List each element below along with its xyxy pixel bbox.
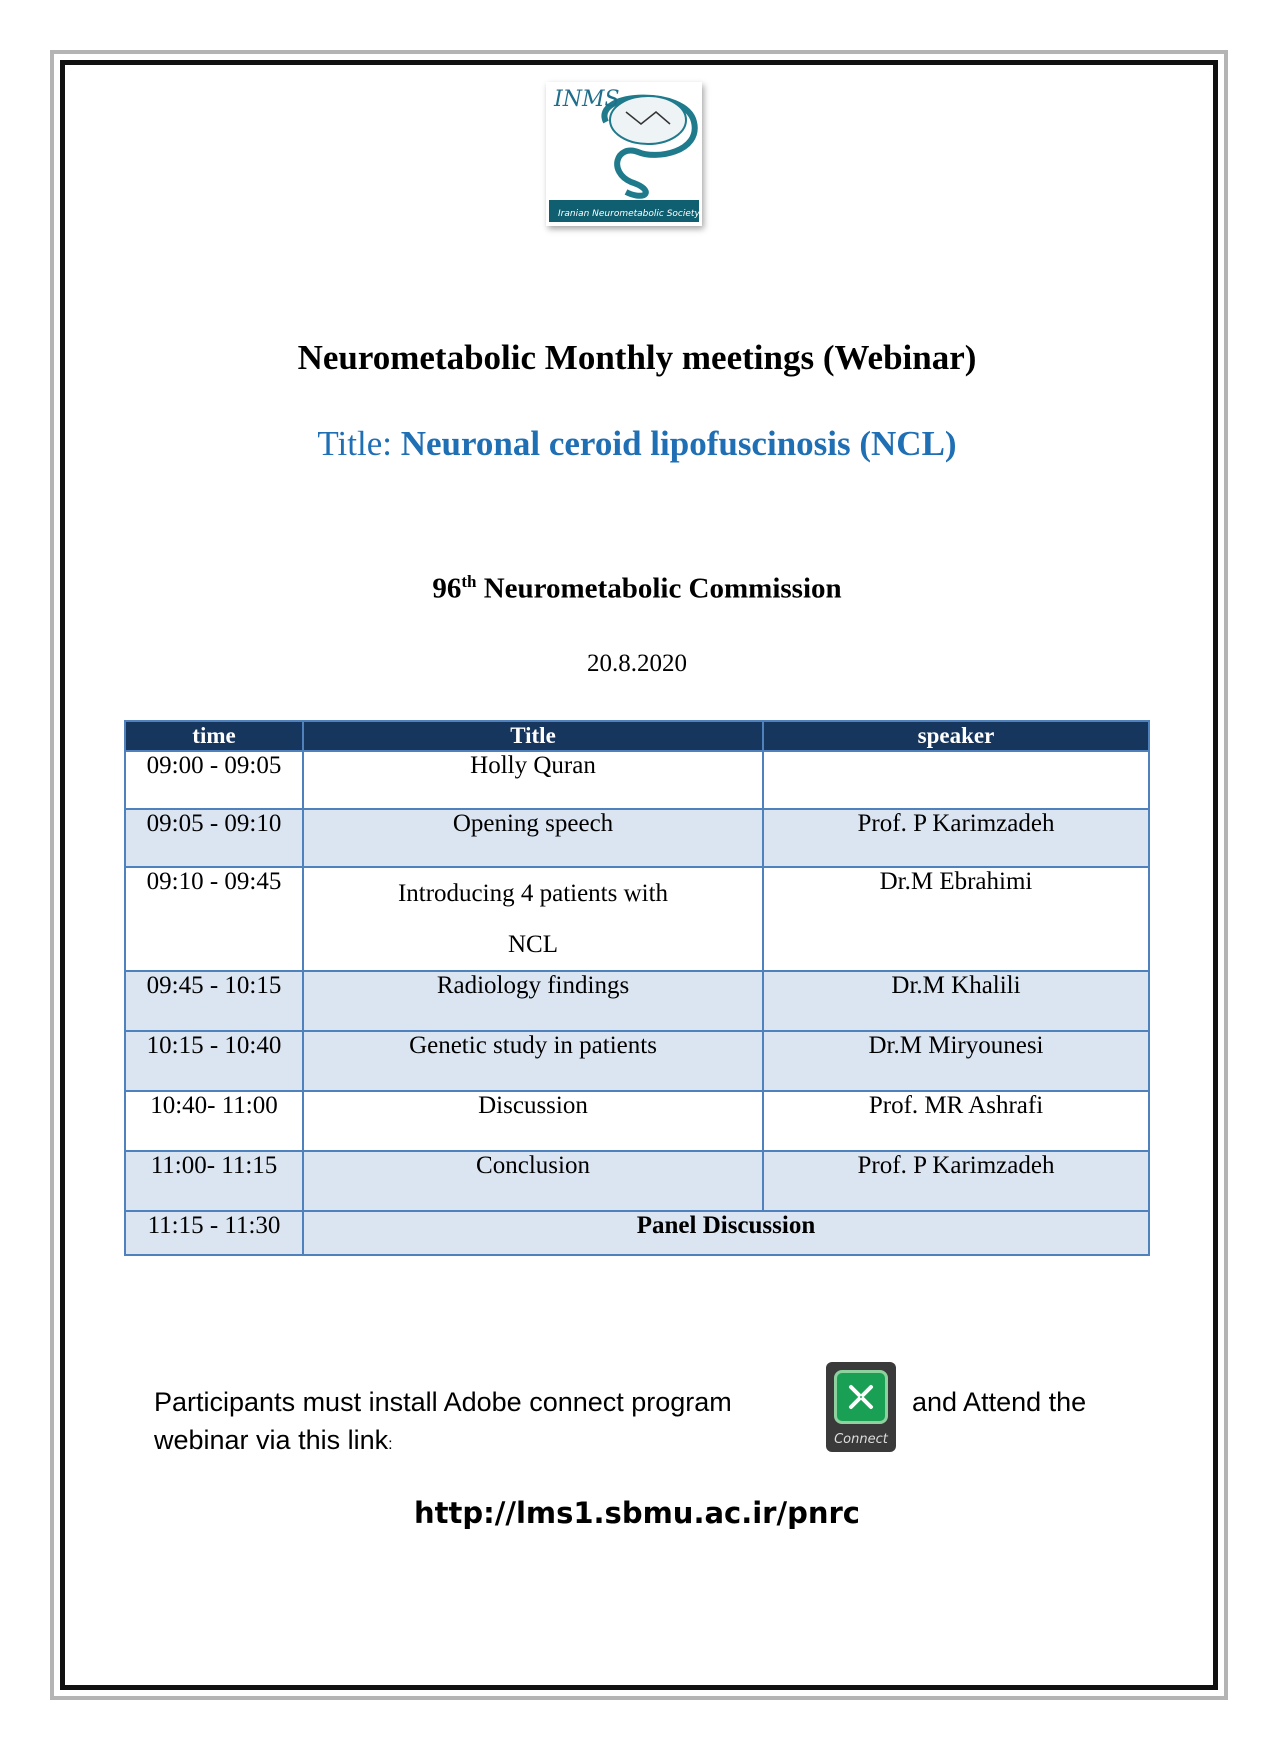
inms-logo [546, 82, 702, 226]
adobe-connect-icon [826, 1362, 896, 1452]
table-row [125, 1091, 1149, 1151]
table-row [125, 751, 1149, 809]
meeting-date: 20.8.2020 [587, 650, 687, 677]
row-time: 11:15 - 11:30 [125, 1211, 303, 1255]
row-time: 09:10 - 09:45 [125, 867, 303, 971]
commission-heading [0, 572, 1274, 606]
table-header-row [125, 721, 1149, 751]
table-row [125, 971, 1149, 1031]
row-title-line1: Introducing 4 patients with [397, 880, 669, 907]
commission-number: 96 [432, 572, 462, 605]
talk-title-name: Neuronal ceroid lipofuscinosis (NCL) [400, 424, 957, 463]
header-title: Title [303, 721, 763, 751]
row-title [303, 867, 763, 971]
row-speaker: Prof. P Karimzadeh [763, 809, 1149, 867]
talk-title [0, 424, 1274, 464]
schedule-table [124, 720, 1150, 1256]
row-title: Genetic study in patients [303, 1031, 763, 1091]
row-time: 11:00- 11:15 [125, 1151, 303, 1211]
row-title: Opening speech [303, 809, 763, 867]
row-speaker: Dr.M Khalili [763, 971, 1149, 1031]
row-title: Panel Discussion [303, 1211, 1149, 1255]
row-title-line2: NCL [508, 931, 558, 958]
table-row [125, 1151, 1149, 1211]
header-time: time [125, 721, 303, 751]
connect-icon-caption: Connect [834, 1432, 888, 1447]
note-text-3: webinar via this link [154, 1425, 389, 1455]
table-row [125, 809, 1149, 867]
commission-text: Neurometabolic Commission [476, 572, 842, 605]
row-speaker: Prof. P Karimzadeh [763, 1151, 1149, 1211]
row-time: 10:15 - 10:40 [125, 1031, 303, 1091]
talk-title-label: Title: [317, 424, 401, 463]
table-row [125, 1211, 1149, 1255]
row-speaker: Dr.M Miryounesi [763, 1031, 1149, 1091]
row-title: Radiology findings [303, 971, 763, 1031]
row-speaker: Prof. MR Ashrafi [763, 1091, 1149, 1151]
table-row [125, 867, 1149, 971]
row-title: Discussion [303, 1091, 763, 1151]
webinar-link[interactable]: http://lms1.sbmu.ac.ir/pnrc [414, 1496, 860, 1530]
connect-logo-icon [834, 1370, 888, 1424]
row-time: 09:05 - 09:10 [125, 809, 303, 867]
row-time: 10:40- 11:00 [125, 1091, 303, 1151]
header-speaker: speaker [763, 721, 1149, 751]
table-row [125, 1031, 1149, 1091]
row-time: 09:45 - 10:15 [125, 971, 303, 1031]
participants-note [154, 1383, 794, 1464]
row-title: Holly Quran [303, 751, 763, 809]
note-colon: : [388, 1436, 393, 1453]
meeting-heading: Neurometabolic Monthly meetings (Webinar) [297, 338, 977, 377]
logo-letter: INMS [554, 87, 620, 112]
row-time: 09:00 - 09:05 [125, 751, 303, 809]
commission-suffix: th [461, 572, 477, 591]
row-speaker [763, 751, 1149, 809]
row-speaker: Dr.M Ebrahimi [763, 867, 1149, 971]
row-title: Conclusion [303, 1151, 763, 1211]
note-text-2: and Attend the [912, 1387, 1087, 1417]
logo-society-name: Iranian Neurometabolic Society [558, 209, 700, 219]
note-text-1: Participants must install Adobe connect program [154, 1387, 732, 1417]
